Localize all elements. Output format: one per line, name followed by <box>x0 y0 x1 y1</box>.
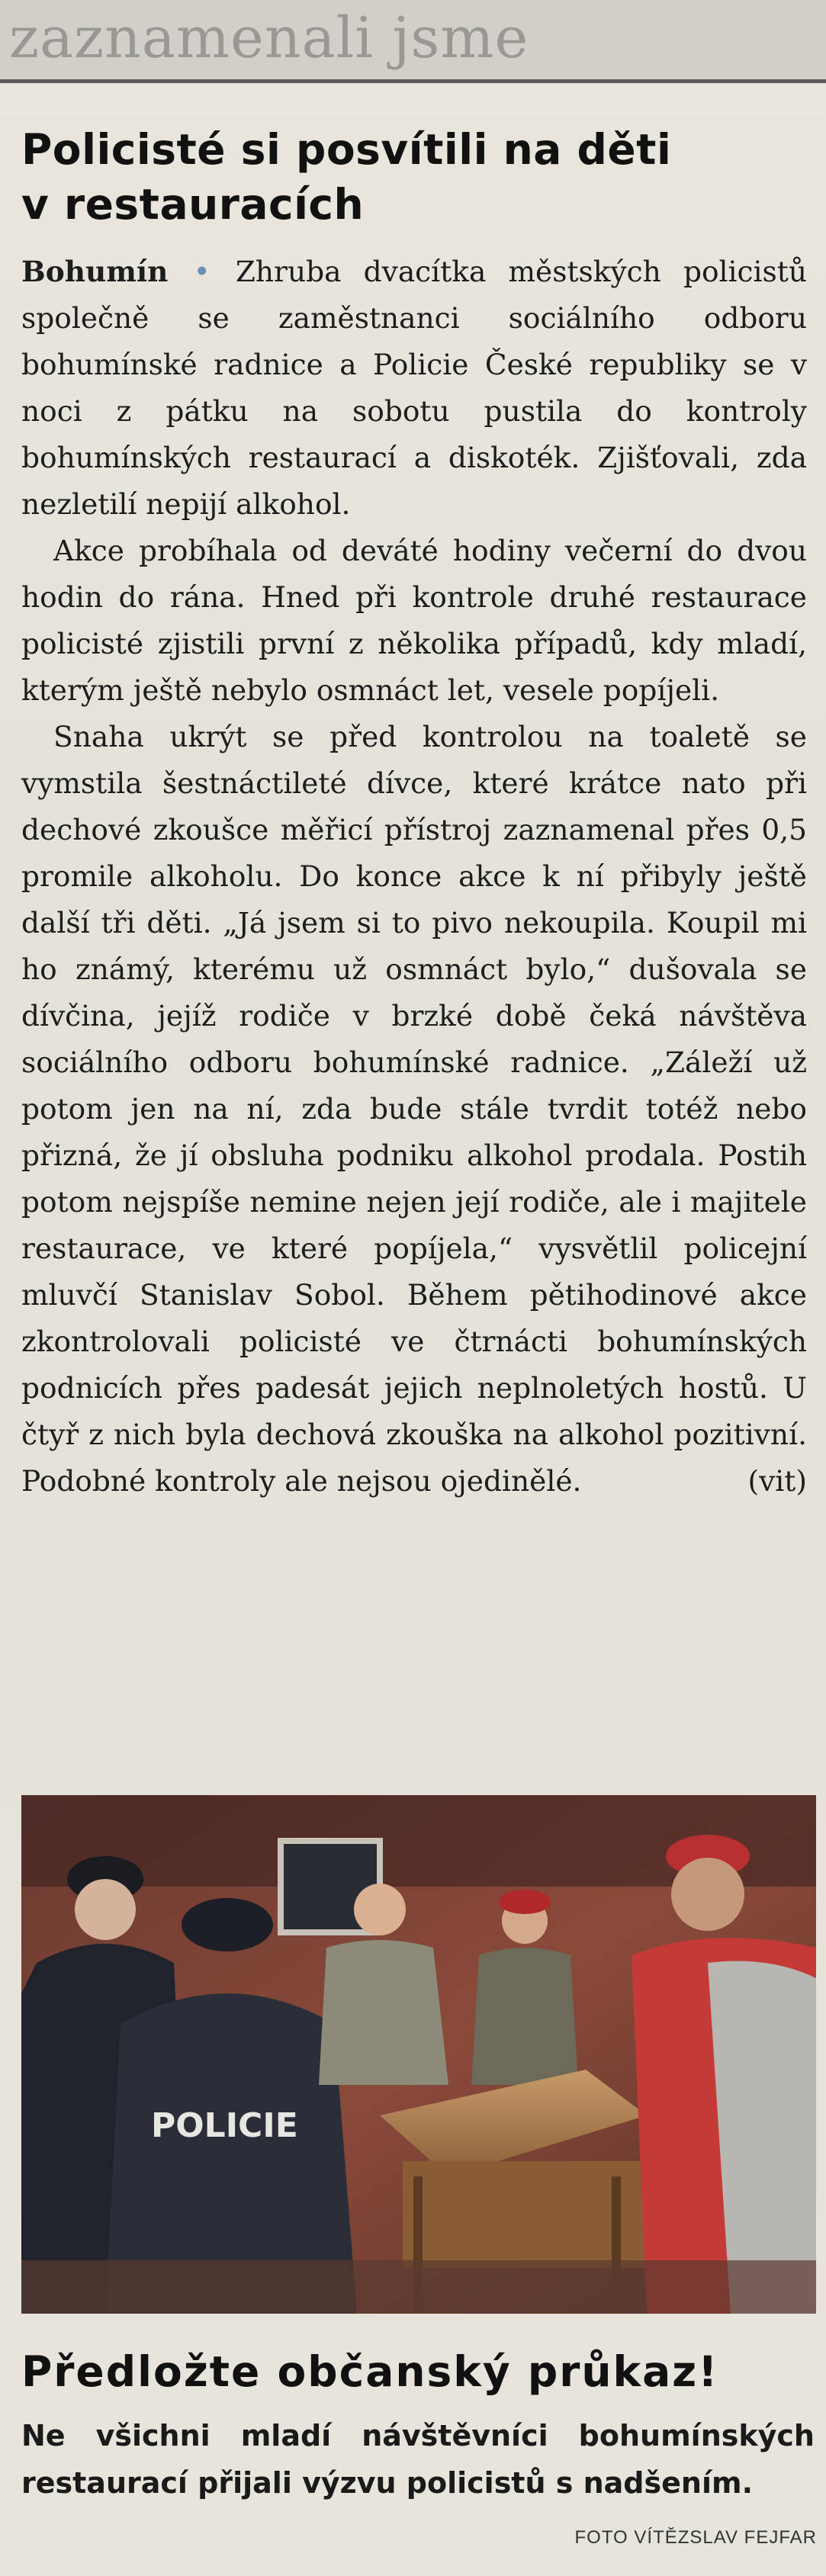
paragraph-2: Akce probíhala od deváté hodiny večerní do dvou hodin do rána. Hned při kontrole druhé restaurace policisté zjistili první z několika případů, kdy mladí, kterým ještě nebylo osmnáct let, vesele popíjeli. <box>21 534 807 707</box>
paragraph-3 <box>21 714 807 1505</box>
article-photo <box>21 1795 816 2314</box>
paragraph-3-text: Snaha ukrýt se před kontrolou na toaletě se vymstila šestnáctileté dívce, které krátce nato při dechové zkoušce měřicí přístroj zaznamenal přes 0,5 promile alkoholu. Do konce akce k ní přibyly ještě další tři děti. „Já jsem si to pivo nekoupila. Koupil mi ho známý, kterému už osmnáct bylo,“ dušovala se dívčina, jejíž rodiče v brzké době čeká návštěva sociálního odboru bohumínské radnice. „Záleží už potom jen na ní, zda bude stále tvrdit totéž nebo přizná, že jí obsluha podniku alkohol prodala. Postih potom nejspíše nemine nejen její rodiče, ale i majitele restaurace, ve které popíjela,“ vysvětlil policejní mluvčí Stanislav Sobol. Během pětihodinové akce zkontrolovali policisté ve čtrnácti bohumínských podnicích přes padesát jejich neplnoletých hostů. U čtyř z nich byla dechová zkouška na alkohol pozitivní. Podobné kontroly ale nejsou ojedinělé. <box>21 720 807 1498</box>
paragraph-1 <box>21 249 807 528</box>
headline-line-2: v restauracích <box>21 180 365 229</box>
headline-line-1: Policisté si posvítili na děti <box>21 125 672 174</box>
author-signature: (vit) <box>747 1464 807 1498</box>
photo-caption-title: Předložte občanský průkaz! <box>21 2347 719 2396</box>
dateline: Bohumín <box>21 255 169 288</box>
bullet-icon: • <box>193 255 211 288</box>
rubric-title: zaznamenali jsme <box>9 5 529 71</box>
article-headline <box>21 122 807 232</box>
paragraph-1-text: Zhruba dvacítka městských policistů společně se zaměstnanci sociálního odboru bohumínské radnice a Policie České republiky se v noci z pátku na sobotu pustila do kontroly bohumínských restaurací a diskoték. Zjišťovali, zda nezletilí nepijí alkohol. <box>21 255 807 521</box>
rubric-bar <box>0 0 826 83</box>
photo-credit: FOTO VÍTĚZSLAV FEJFAR <box>574 2527 817 2548</box>
photo-illustration <box>21 1795 816 2314</box>
photo-caption-text: Ne všichni mladí návštěvníci bohumínských restaurací přijali výzvu policistů s nadšením. <box>21 2419 815 2500</box>
police-vest-text: POLICIE <box>151 2106 298 2145</box>
article-body <box>21 249 807 1505</box>
